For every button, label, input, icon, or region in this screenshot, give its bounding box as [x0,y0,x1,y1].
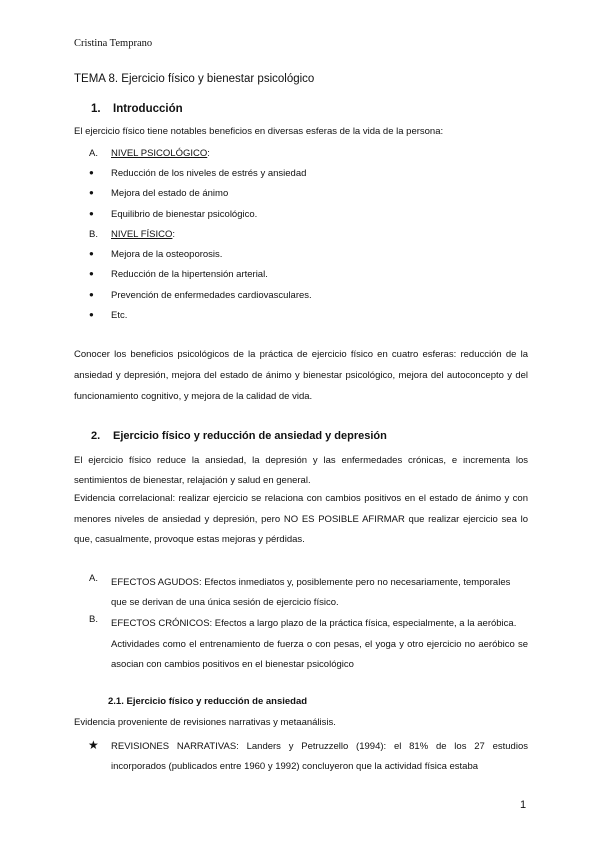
section-1-title: Introducción [113,103,183,115]
effect-text-chronic: EFECTOS CRÓNICOS: Efectos a largo plazo de la práctica física, especialmente, a la aeróbica. [111,618,517,629]
bullet-icon: ● [89,310,94,319]
bullet-icon: ● [89,188,94,197]
list-item-text: Reducción de los niveles de estrés y ansiedad [111,168,307,179]
bullet-icon: ● [89,269,94,278]
section-2-paragraph-2: Evidencia correlacional: realizar ejercicio se relaciona con cambios positivos en el estado de ánimo y con menores niveles de ansiedad y depresión, pero NO ES POSIBLE AFIRMAR que realizar ejercicio sea lo que, casualmente, provoque estas mejoras y pérdidas. [74,493,528,545]
section-1-closing: Conocer los beneficios psicológicos de la práctica de ejercicio físico en cuatro esferas: reducción de la ansiedad y depresión, mejora del estado de ánimo y bienestar psicológico, mejora del autoconcepto y del funcionamiento cognitivo, y mejora de la calidad de vida. [74,349,528,402]
bullet-icon: ● [89,168,94,177]
level-suffix: : [172,229,176,240]
list-marker: A. [89,573,98,584]
bullet-icon: ● [89,290,94,299]
header-author: Cristina Temprano [74,38,153,49]
subsection-2-1-heading: 2.1. Ejercicio físico y reducción de ansiedad [108,696,308,707]
level-suffix: : [207,148,210,159]
section-1-heading [91,103,183,115]
level-label-physical: NIVEL FÍSICO [111,229,173,240]
list-marker: B. [89,614,98,625]
list-item-text: Equilibrio de bienestar psicológico. [111,209,258,220]
section-1-intro: El ejercicio físico tiene notables beneficios en diversas esferas de la vida de la persona: [74,126,444,137]
effects-note: Actividades como el entrenamiento de fuerza o con pesas, el yoga y otro ejercicio no aeróbico se asocian con cambios positivos en el bienestar psicológico [111,639,528,670]
bullet-icon: ● [89,209,94,218]
section-2-paragraph-1: El ejercicio físico reduce la ansiedad, la depresión y las enfermedades crónicas, e incrementa los sentimientos de bienestar, relajación y salud en general. [74,455,528,486]
section-2-title: Ejercicio físico y reducción de ansiedad y depresión [113,430,387,442]
list-marker: B. [89,229,98,240]
section-2-number: 2. [91,430,101,442]
level-label-psychological: NIVEL PSICOLÓGICO [111,148,208,159]
list-item-text: Mejora de la osteoporosis. [111,249,223,260]
subsection-evidence: Evidencia proveniente de revisiones narrativas y metaanálisis. [74,717,336,728]
section-1-number: 1. [91,103,101,115]
list-item-text: Reducción de la hipertensión arterial. [111,269,268,280]
list-item-text: Mejora del estado de ánimo [111,188,229,199]
section-2-heading [91,430,387,442]
narrative-reviews-text: REVISIONES NARRATIVAS: Landers y Petruzzello (1994): el 81% de los 27 estudios incorporados (publicados entre 1960 y 1992) concluyeron que la actividad física estaba [111,741,528,772]
list-item-text: Prevención de enfermedades cardiovasculares. [111,290,312,301]
list-marker: A. [89,148,98,159]
effect-text-acute: EFECTOS AGUDOS: Efectos inmediatos y, posiblemente pero no necesariamente, temporales que se derivan de una única sesión de ejercicio físico. [111,577,511,608]
page-number: 1 [520,799,527,811]
list-item-text: Etc. [111,310,128,321]
document-title: TEMA 8. Ejercicio físico y bienestar psicológico [74,73,315,85]
bullet-icon: ● [89,249,94,258]
star-icon: ★ [88,738,99,752]
